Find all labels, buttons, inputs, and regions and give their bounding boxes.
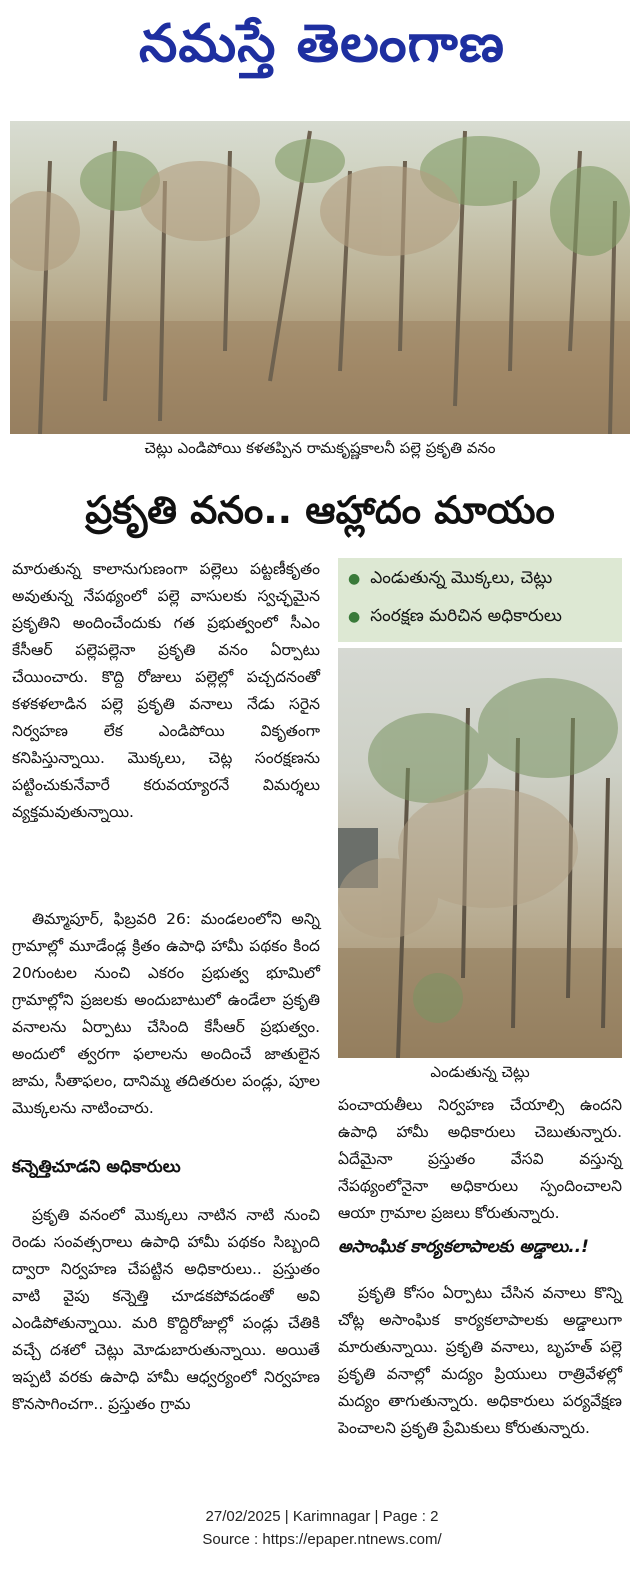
- footer-date-edition: 27/02/2025 | Karimnagar | Page : 2: [205, 1508, 439, 1525]
- article-paragraph-4: పంచాయతీలు నిర్వహణ చేయాల్సి ఉందని ఉపాధి హామీ అధికారులు చెబుతున్నారు. ఏదేమైనా ప్రస్తుతం వేసవి వస్తున్న నేపథ్యంలోనైనా అధికారులు స్పందించాలని ఆయా గ్రామాల ప్రజలు కోరుతున్నారు.: [338, 1096, 622, 1222]
- article-paragraph-2: తిమ్మాపూర్, ఫిబ్రవరి 26: మండలంలోని అన్ని గ్రామాల్లో మూడేండ్ల క్రితం ఉపాధి హామీ పథకం కింద 20గుంటల నుంచి ఎకరం ప్రభుత్వ భూమిలో గ్రామాల్లోని ప్రజలకు అందుబాటులో ఉండేలా ప్రకృతి వనాలను ఏర్పాటు చేసింది కేసీఆర్ ప్రభుత్వం. అందులో త్వరగా ఫలాలను అందించే జాతులైన జామ, సీతాఫలం, దానిమ్మ తదితరుల పండ్లు, పూల మొక్కలను నాటించారు.: [12, 910, 320, 1117]
- highlights-box: [338, 558, 622, 642]
- article-headline: ప్రకృతి వనం.. ఆహ్లాదం మాయం: [85, 488, 555, 532]
- masthead-title: నమస్తే తెలంగాణ: [138, 14, 506, 74]
- subheading-officials: కన్నెత్తిచూడని అధికారులు: [12, 1157, 181, 1177]
- bullet-icon: ●: [348, 609, 361, 625]
- bullet-icon: ●: [348, 571, 361, 587]
- dry-trees-illustration: [10, 121, 630, 434]
- highlight-item: ● ఎండుతున్న మొక్కలు, చెట్లు: [348, 568, 553, 588]
- top-photo-caption: చెట్లు ఎండిపోయి కళతప్పిన రామకృష్ణకాలనీ పల్లె ప్రకృతి వనం: [144, 439, 496, 457]
- side-photo-caption: ఎండుతున్న చెట్లు: [430, 1063, 530, 1081]
- footer-source-link[interactable]: Source : https://epaper.ntnews.com/: [202, 1531, 442, 1548]
- highlight-item: ● సంరక్షణ మరిచిన అధికారులు: [348, 606, 562, 626]
- article-paragraph-5: ప్రకృతి కోసం ఏర్పాటు చేసిన వనాలు కొన్ని చోట్ల అసాంఘిక కార్యకలాపాలకు అడ్డాలుగా మారుతున్నాయి. ప్రకృతి వనాలు, బృహత్ పల్లె ప్రకృతి వనాల్లో మద్యం ప్రియులు రాత్రివేళల్లో మద్యం తాగుతున్నారు. అధికారులు పర్యవేక్షణ పెంచాలని ప్రకృతి ప్రేమికులు కోరుతున్నారు.: [338, 1284, 622, 1437]
- subheading-antisocial: అసాంఘిక కార్యకలాపాలకు అడ్డాలు..!: [338, 1237, 589, 1257]
- side-photo: [338, 648, 622, 1058]
- forest-photo: [10, 121, 630, 434]
- drying-trees-illustration: [338, 648, 622, 1058]
- article-paragraph-3: ప్రకృతి వనంలో మొక్కలు నాటిన నాటి నుంచి రెండు సంవత్సరాలు ఉపాధి హామీ పథకం సిబ్బంది ద్వారా నిర్వహణ చేపట్టిన అధికారులు.. ప్రస్తుతం వాటి వైపు కన్నెత్తి చూడకపోవడంతో అవి ఎండిపోతున్నాయి. మరి కొద్దిరోజుల్లో పండ్లు చేతికి వచ్చే దశలో చెట్లు మోడుబారుతున్నాయి. అయితే ఇప్పటి వరకు ఉపాధి హామీ ఆధ్వర్యంలో నిర్వహణ కొనసాగించగా.. ప్రస్తుతం గ్రామ: [12, 1206, 320, 1413]
- article-intro: మారుతున్న కాలానుగుణంగా పల్లెలు పట్టణీకృతం అవుతున్న నేపథ్యంలో పల్లె వాసులకు స్వచ్ఛమైన ప్రకృతిని అందించేందుకు గత ప్రభుత్వంలో సీఎం కేసీఆర్ పల్లెపల్లెనా ప్రకృతి వనం ఏర్పాటు చేయించారు. కొద్ది రోజులు పల్లెల్లో పచ్చదనంతో కళకళలాడిన పల్లె ప్రకృతి వనాలు నేడు సరైన నిర్వహణ లేక ఎండిపోయి వికృతంగా కనిపిస్తున్నాయి. మొక్కలు, చెట్ల సంరక్షణను పట్టించుకునేవారే కరువయ్యారనే విమర్శలు వ్యక్తమవుతున్నాయి.: [12, 560, 320, 821]
